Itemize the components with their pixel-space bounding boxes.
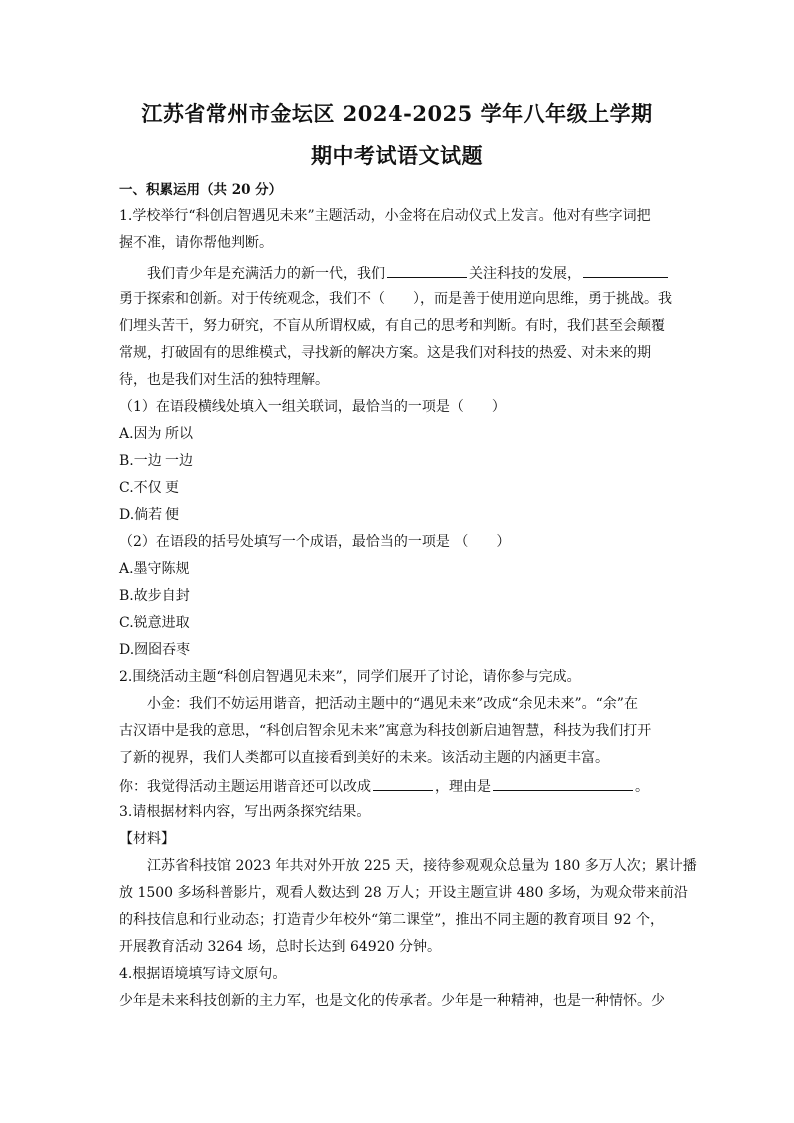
q1-sub1-option[interactable] xyxy=(119,478,679,498)
q3-material-line-3: 的科技信息和行业动态；打造青少年校外“第二课堂”，推出不同主题的教育项目 92 个， xyxy=(119,912,665,928)
option-part: 便 xyxy=(165,507,179,523)
answer-blank[interactable] xyxy=(493,775,633,791)
option-part: C.不仅 xyxy=(119,480,162,496)
answer-blank[interactable] xyxy=(387,262,467,278)
q1-stem: 1.学校举行“科创启智遇见未来”主题活动，小金将在启动仪式上发言。他对有些字词把 xyxy=(119,208,651,224)
q1-passage-part-b: 关注科技的发展， xyxy=(469,266,581,282)
q2-answer-part-b: ，理由是 xyxy=(435,779,491,795)
option-part: 所以 xyxy=(165,426,193,442)
q1-passage-line-4: 常规，打破固有的思维模式，寻找新的解决方案。这是我们对科技的热爱、对未来的期 xyxy=(119,345,651,361)
q1-sub1-option[interactable] xyxy=(119,424,679,444)
option-part: 更 xyxy=(165,480,179,496)
q2-answer-part-a: 你：我觉得活动主题运用谐音还可以改成 xyxy=(119,779,371,795)
q2-passage-line-1: 小金：我们不妨运用谐音，把活动主题中的“遇见未来”改成“余见未来”。“余”在 xyxy=(147,696,638,712)
q2-passage-line-2: 古汉语中是我的意思，“科创启智余见未来”寓意为科技创新启迪智慧，科技为我们打开 xyxy=(119,723,652,739)
answer-blank[interactable] xyxy=(373,775,433,791)
q2-answer-part-c: 。 xyxy=(635,779,649,795)
section-heading: 一、积累运用（共 20 分） xyxy=(119,182,283,198)
q1-sub2-option[interactable]: B.故步自封 xyxy=(119,588,190,604)
q1-sub1-option[interactable] xyxy=(119,451,679,471)
q1-passage-line-1 xyxy=(147,262,679,284)
option-part: A.因为 xyxy=(119,426,162,442)
q1-sub2-option[interactable]: A.墨守陈规 xyxy=(119,561,190,577)
q3-material-line-4: 开展教育活动 3264 场，总时长达到 64920 分钟。 xyxy=(119,939,441,955)
q3-material-line-1: 江苏省科技馆 2023 年共对外开放 225 天，接待参观观众总量为 180 多万人次；累计播 xyxy=(147,858,697,874)
q4-stem: 4.根据语境填写诗文原句。 xyxy=(119,966,287,982)
q1-passage-part-a: 我们青少年是充满活力的新一代，我们 xyxy=(147,266,385,282)
q1-passage-line-2: 勇于探索和创新。对于传统观念，我们不（ ），而是善于使用逆向思维，勇于挑战。我 xyxy=(119,291,672,307)
q3-material-line-2: 放 1500 多场科普影片，观看人数达到 28 万人；开设主题宣讲 480 多场，为观众带来前沿 xyxy=(119,885,688,901)
q2-stem: 2.围绕活动主题“科创启智遇见未来”，同学们展开了讨论，请你参与完成。 xyxy=(119,669,581,685)
q1-passage-line-5: 待，也是我们对生活的独特理解。 xyxy=(119,372,329,388)
q2-answer-line xyxy=(119,775,679,797)
q3-stem: 3.请根据材料内容，写出两条探究结果。 xyxy=(119,804,371,820)
answer-blank[interactable] xyxy=(583,262,668,278)
q1-stem-cont: 握不准，请你帮他判断。 xyxy=(119,235,273,251)
q1-sub1-stem: （1）在语段横线处填入一组关联词，最恰当的一项是（ ） xyxy=(119,399,506,415)
q1-sub2-option[interactable]: D.囫囵吞枣 xyxy=(119,642,191,658)
q4-passage-line-1: 少年是未来科技创新的主力军，也是文化的传承者。少年是一种精神，也是一种情怀。少 xyxy=(119,993,665,1009)
q1-sub2-stem: （2）在语段的括号处填写一个成语，最恰当的一项是 （ ） xyxy=(119,534,511,550)
option-part: D.倘若 xyxy=(119,507,163,523)
q2-passage-line-3: 了新的视界，我们人类都可以直接看到美好的未来。该活动主题的内涵更丰富。 xyxy=(119,750,609,766)
option-part: 一边 xyxy=(165,453,193,469)
q1-passage-line-3: 们埋头苦干，努力研究，不盲从所谓权威，有自己的思考和判断。有时，我们甚至会颠覆 xyxy=(119,318,665,334)
q1-sub1-option[interactable] xyxy=(119,505,679,525)
q3-material-label: 【材料】 xyxy=(119,831,175,847)
option-part: B.一边 xyxy=(119,453,162,469)
q1-sub2-option[interactable]: C.锐意进取 xyxy=(119,615,190,631)
exam-subtitle: 期中考试语文试题 xyxy=(311,143,483,168)
exam-title: 江苏省常州市金坛区 2024-2025 学年八年级上学期 xyxy=(141,101,653,126)
